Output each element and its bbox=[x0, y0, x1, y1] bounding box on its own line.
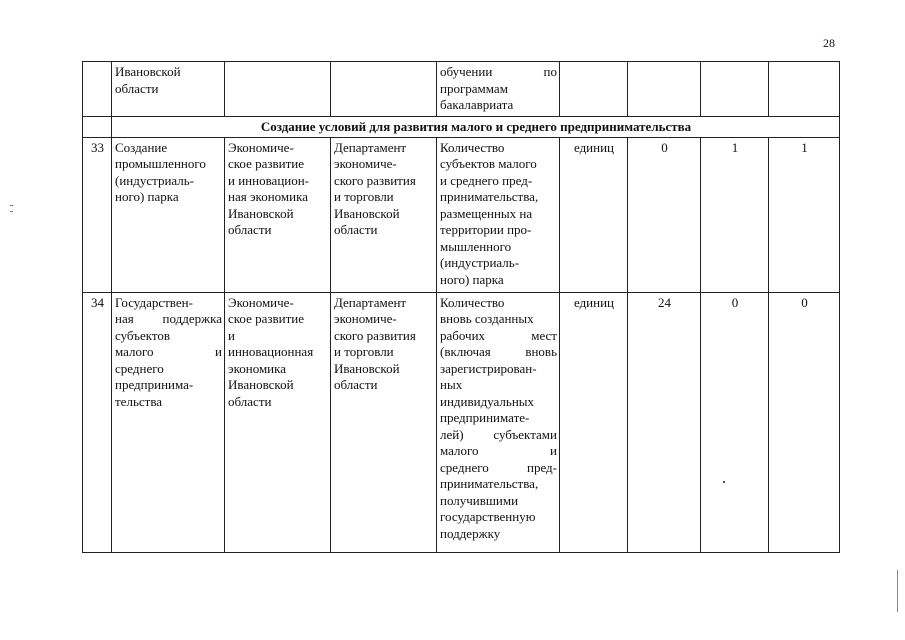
indicator-cell: Количество вновь созданных рабочих мест (включая вновь зарегистрирован- ных индивидуальных предпринимате- лей) субъектами малого и среднего пред- принимательства, получившими государственную поддержку bbox=[437, 292, 560, 552]
executor-cell: Департамент экономиче- ского развития и торговли Ивановской области bbox=[331, 292, 437, 552]
unit-cell: единиц bbox=[560, 137, 628, 292]
row-number: 33 bbox=[83, 137, 112, 292]
table-row bbox=[83, 62, 840, 117]
value-3: 0 bbox=[769, 292, 840, 552]
indicator-cell: обучении по программам бакалавриата bbox=[437, 62, 560, 117]
table-row bbox=[83, 292, 840, 552]
table-row bbox=[83, 137, 840, 292]
value-2 bbox=[701, 62, 769, 117]
value-1: 0 bbox=[628, 137, 701, 292]
value-2: 1 bbox=[701, 137, 769, 292]
section-row bbox=[83, 117, 840, 138]
unit-cell: единиц bbox=[560, 292, 628, 552]
scan-dot bbox=[723, 481, 725, 483]
measure-name: Ивановской области bbox=[112, 62, 225, 117]
scan-mark-left bbox=[10, 205, 14, 219]
value-1 bbox=[628, 62, 701, 117]
measure-name: Создание промышленного (индустриаль- ного) парка bbox=[112, 137, 225, 292]
program-cell: Экономиче- ское развитие и инновацион- ная экономика Ивановской области bbox=[225, 137, 331, 292]
executor-cell: Департамент экономиче- ского развития и торговли Ивановской области bbox=[331, 137, 437, 292]
program-cell: Экономиче- ское развитие и инновационная экономика Ивановской области bbox=[225, 292, 331, 552]
value-3 bbox=[769, 62, 840, 117]
indicator-cell: Количество субъектов малого и среднего пред- принимательства, размещенных на территории про- мышленного (индустриаль- ного) парка bbox=[437, 137, 560, 292]
value-2: 0 bbox=[701, 292, 769, 552]
measure-name: Государствен- ная поддержка субъектов малого и среднего предпринима- тельства bbox=[112, 292, 225, 552]
row-number: 34 bbox=[83, 292, 112, 552]
value-1: 24 bbox=[628, 292, 701, 552]
indicators-table bbox=[82, 61, 840, 553]
program-cell bbox=[225, 62, 331, 117]
row-number bbox=[83, 62, 112, 117]
executor-cell bbox=[331, 62, 437, 117]
value-3: 1 bbox=[769, 137, 840, 292]
page-number: 28 bbox=[823, 36, 835, 50]
section-title: Создание условий для развития малого и среднего предпринимательства bbox=[112, 117, 840, 138]
scan-edge-mark bbox=[897, 570, 898, 612]
unit-cell bbox=[560, 62, 628, 117]
